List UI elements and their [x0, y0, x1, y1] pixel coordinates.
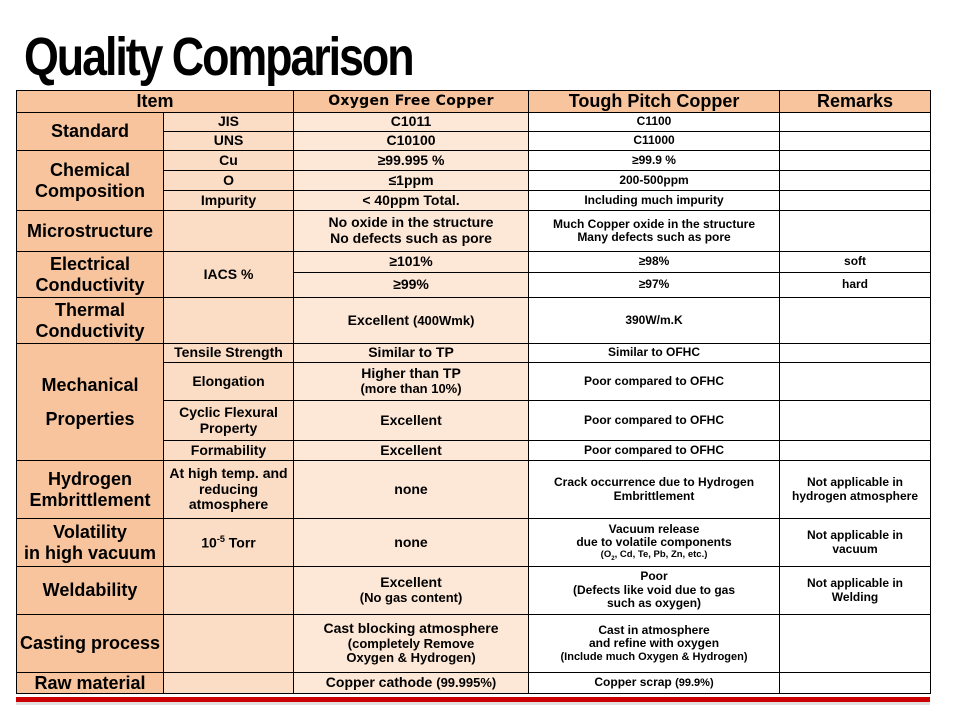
sub-label-iacs: IACS %: [164, 252, 294, 298]
tp-cell: Similar to OFHC: [529, 344, 780, 363]
remarks-cell: [780, 673, 931, 694]
torr-exponent: -5: [216, 533, 225, 544]
tp-cell: Poor compared to OFHC: [529, 441, 780, 461]
remarks-cell: [780, 298, 931, 344]
bottom-shadow-line: [16, 702, 930, 705]
sub-label-cyclic-flexural-property: Cyclic Flexural Property: [164, 401, 294, 441]
tp-cell: 390W/m.K: [529, 298, 780, 344]
tp-line: [531, 550, 777, 563]
remarks-line: hydrogen atmosphere: [792, 488, 919, 503]
ofc-text: Copper cathode: [325, 674, 433, 691]
tp-cell: [529, 461, 780, 519]
label-line: Volatility: [53, 522, 127, 543]
tp-line-part: , Cd, Te, Pb, Zn, etc.): [614, 548, 708, 560]
remarks-cell: [780, 151, 931, 171]
tp-cell: Including much impurity: [529, 191, 780, 211]
table-row: [17, 252, 931, 273]
header-oxygen-free-copper: Oxygen Free Copper: [294, 91, 529, 113]
header-item: Item: [17, 91, 294, 113]
ofc-cell: ≥99.995 %: [294, 151, 529, 171]
tp-cell: ≥99.9 %: [529, 151, 780, 171]
table-row: [17, 151, 931, 171]
row-label-microstructure: Microstructure: [17, 211, 164, 252]
sub-label-empty: [164, 298, 294, 344]
ofc-line: Excellent: [380, 574, 442, 591]
sub-label-elongation: Elongation: [164, 363, 294, 401]
tp-cell: [529, 673, 780, 694]
sub-label-o: O: [164, 171, 294, 191]
ofc-cell: ≥99%: [294, 273, 529, 298]
table-row: [17, 673, 931, 694]
ofc-cell: none: [294, 519, 529, 567]
ofc-cell: [294, 211, 529, 252]
ofc-line: (completely Remove: [347, 635, 475, 651]
sub-label-empty: [164, 673, 294, 694]
ofc-unit: (99.995%): [436, 675, 497, 691]
tp-line: such as oxygen): [607, 596, 702, 611]
sub-label-jis: JIS: [164, 113, 294, 132]
row-label-thermal-conductivity: Thermal Conductivity: [17, 298, 164, 344]
sub-label-empty: [164, 211, 294, 252]
header-tough-pitch-copper: Tough Pitch Copper: [529, 91, 780, 113]
table-row: [17, 344, 931, 363]
row-label-weldability: Weldability: [17, 567, 164, 615]
sub-label-formability: Formability: [164, 441, 294, 461]
ofc-cell: none: [294, 461, 529, 519]
row-label-hydrogen-embrittlement: Hydrogen Embrittlement: [17, 461, 164, 519]
tp-cell: [529, 615, 780, 673]
sub-label-tensile-strength: Tensile Strength: [164, 344, 294, 363]
remarks-line: vacuum: [832, 541, 878, 556]
page-title: Quality Comparison: [24, 27, 413, 87]
sub-label-empty: [164, 567, 294, 615]
tp-line-part: (O: [600, 548, 612, 560]
row-label-chemical-composition: Chemical Composition: [17, 151, 164, 211]
tp-cell: Poor compared to OFHC: [529, 401, 780, 441]
table-row: [17, 567, 931, 615]
tp-cell: [529, 211, 780, 252]
tp-line: due to volatile components: [576, 535, 732, 550]
remarks-cell: soft: [780, 252, 931, 273]
ofc-cell: C1011: [294, 113, 529, 132]
sub-label-uns: UNS: [164, 132, 294, 151]
remarks-line: Not applicable in: [807, 528, 904, 543]
remarks-cell: [780, 461, 931, 519]
tp-line: Poor: [640, 569, 668, 584]
tp-cell: C1100: [529, 113, 780, 132]
ofc-unit: (400Wmk): [412, 312, 475, 328]
tp-line: (Defects like void due to gas: [572, 582, 736, 597]
table-row: [17, 615, 931, 673]
tp-cell: ≥98%: [529, 252, 780, 273]
ofc-cell: Excellent: [294, 401, 529, 441]
tp-cell: [529, 519, 780, 567]
row-label-casting-process: Casting process: [17, 615, 164, 673]
tp-line-subscript: 2: [611, 554, 615, 562]
remarks-line: Welding: [831, 589, 879, 604]
row-label-standard: Standard: [17, 113, 164, 151]
remarks-cell: hard: [780, 273, 931, 298]
remarks-cell: [780, 567, 931, 615]
remarks-cell: [780, 211, 931, 252]
sub-label-torr: [164, 519, 294, 567]
ofc-cell: [294, 615, 529, 673]
tp-cell: [529, 567, 780, 615]
remarks-line: Not applicable in: [807, 576, 904, 591]
row-label-raw-material: Raw material: [17, 673, 164, 694]
sub-label-high-temp: At high temp. and reducing atmosphere: [164, 461, 294, 519]
torr-unit: Torr: [224, 534, 256, 551]
ofc-line: No oxide in the structure: [328, 214, 494, 231]
table-row: [17, 519, 931, 567]
ofc-cell: C10100: [294, 132, 529, 151]
ofc-line: (No gas content): [359, 590, 463, 606]
ofc-cell: [294, 673, 529, 694]
remarks-cell: [780, 344, 931, 363]
ofc-text: Excellent: [347, 311, 410, 328]
row-label-volatility: [17, 519, 164, 567]
ofc-line: Higher than TP: [361, 365, 461, 382]
row-label-mechanical-properties: [17, 344, 164, 461]
label-line: Mechanical: [41, 374, 139, 395]
row-label-electrical-conductivity: Electrical Conductivity: [17, 252, 164, 298]
ofc-line: (more than 10%): [360, 381, 462, 397]
remarks-cell: [780, 441, 931, 461]
sub-label-empty: [164, 615, 294, 673]
ofc-cell: Excellent: [294, 441, 529, 461]
ofc-line: Oxygen & Hydrogen): [346, 650, 476, 666]
ofc-cell: [294, 363, 529, 401]
label-line: in high vacuum: [23, 542, 156, 563]
remarks-cell: [780, 171, 931, 191]
remarks-cell: [780, 363, 931, 401]
table-header-row: [17, 91, 931, 113]
quality-comparison-table: [16, 90, 931, 694]
remarks-cell: [780, 132, 931, 151]
header-remarks: Remarks: [780, 91, 931, 113]
tp-line: Crack occurrence due to Hydrogen: [553, 475, 755, 490]
table-row: [17, 461, 931, 519]
tp-text: Copper scrap: [594, 675, 672, 690]
sub-label-cu: Cu: [164, 151, 294, 171]
ofc-cell: < 40ppm Total.: [294, 191, 529, 211]
label-line: Properties: [45, 409, 135, 429]
remarks-line: Not applicable in: [807, 475, 904, 490]
tp-line: Many defects such as pore: [577, 230, 731, 244]
tp-line: and refine with oxygen: [589, 636, 720, 651]
table-row: [17, 298, 931, 344]
remarks-cell: [780, 519, 931, 567]
tp-cell: ≥97%: [529, 273, 780, 298]
tp-line: Much Copper oxide in the structure: [553, 216, 756, 231]
remarks-cell: [780, 615, 931, 673]
remarks-cell: [780, 401, 931, 441]
ofc-cell: Similar to TP: [294, 344, 529, 363]
ofc-line: No defects such as pore: [330, 230, 492, 246]
tp-line: (Include much Oxygen & Hydrogen): [560, 650, 748, 663]
tp-cell: Poor compared to OFHC: [529, 363, 780, 401]
tp-cell: C11000: [529, 132, 780, 151]
tp-line: Embrittlement: [613, 488, 695, 503]
sub-label-impurity: Impurity: [164, 191, 294, 211]
tp-line: Vacuum release: [608, 521, 700, 536]
tp-cell: 200-500ppm: [529, 171, 780, 191]
tp-line: Cast in atmosphere: [598, 622, 710, 637]
ofc-line: Cast blocking atmosphere: [323, 620, 499, 637]
table-row: [17, 211, 931, 252]
remarks-cell: [780, 191, 931, 211]
ofc-cell: [294, 567, 529, 615]
ofc-cell: ≥101%: [294, 252, 529, 273]
ofc-cell: [294, 298, 529, 344]
table-row: [17, 113, 931, 132]
torr-base: 10: [201, 534, 217, 551]
ofc-cell: ≤1ppm: [294, 171, 529, 191]
remarks-cell: [780, 113, 931, 132]
tp-pct: (99.9%): [675, 677, 714, 690]
